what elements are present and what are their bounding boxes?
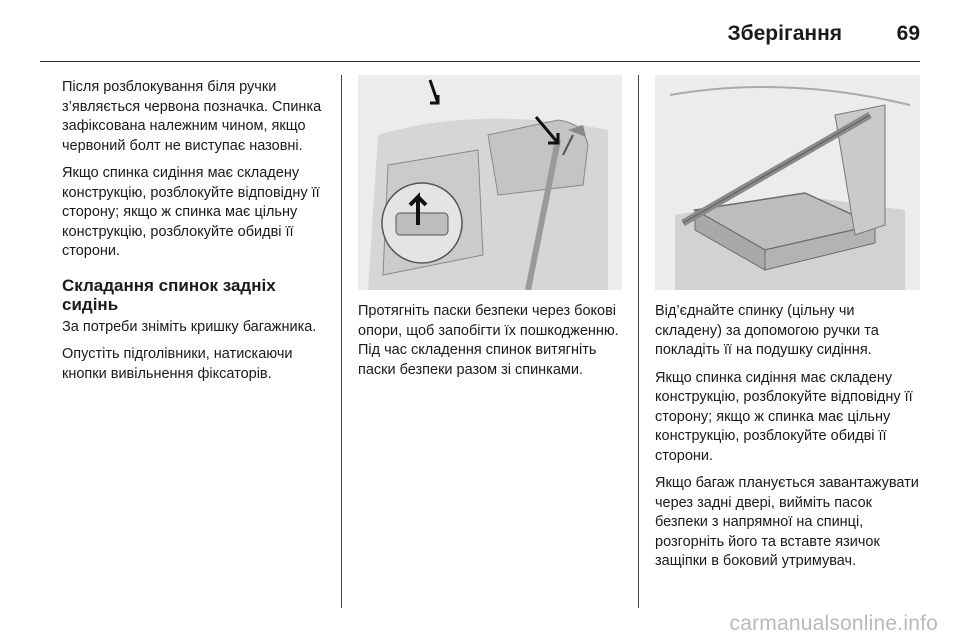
section-heading: Складання спинок задніх сидінь — [62, 275, 276, 314]
paragraph: Якщо багаж планується завантажувати через задні двері, вийміть пасок безпеки з напрямної на спинці, розгорніть його та вставте язичок защіпки в боковий утримувач. — [655, 475, 919, 569]
paragraph: За потреби зніміть кришку багажника. — [62, 318, 317, 335]
section-title: Зберігання — [727, 22, 842, 45]
paragraph: Протягніть паски безпеки через бокові опори, щоб запобігти їх пошкодженню. Під час складення спинок витягніть паски безпеки разом зі спинками. — [358, 303, 619, 378]
seat-belt-illustration — [358, 75, 622, 290]
column-divider-1 — [341, 75, 342, 608]
seat-belt-drawing — [358, 75, 622, 290]
paragraph: Після розблокування біля ручки з’являється червона позначка. Спинка зафіксована належним чином, якщо червоний болт не виступає назовні. — [62, 79, 322, 154]
watermark: carmanualsonline.info — [729, 612, 938, 635]
paragraph: Якщо спинка сидіння має складену конструкцію, розблокуйте відповідну її сторону; якщо ж спинка має цільну конструкцію, розблокуйте обидві її сторони. — [655, 369, 913, 464]
paragraph: Якщо спинка сидіння має складену конструкцію, розблокуйте відповідну її сторону; якщо ж спинка має цільну конструкцію, розблокуйте обидві її сторони. — [62, 165, 320, 259]
paragraph: Від’єднайте спинку (цільну чи складену) за допомогою ручки та покладіть її на подушку сидіння. — [655, 303, 879, 358]
paragraph: Опустіть підголівники, натискаючи кнопки вивільнення фіксаторів. — [62, 346, 293, 382]
column-divider-2 — [638, 75, 639, 608]
page-number: 69 — [896, 22, 920, 45]
page-header — [0, 0, 960, 62]
column-2 — [358, 302, 626, 388]
column-1 — [62, 78, 334, 392]
folded-seat-drawing — [655, 75, 920, 290]
header-rule — [40, 61, 920, 62]
column-3 — [655, 302, 923, 580]
folded-seat-illustration — [655, 75, 920, 290]
